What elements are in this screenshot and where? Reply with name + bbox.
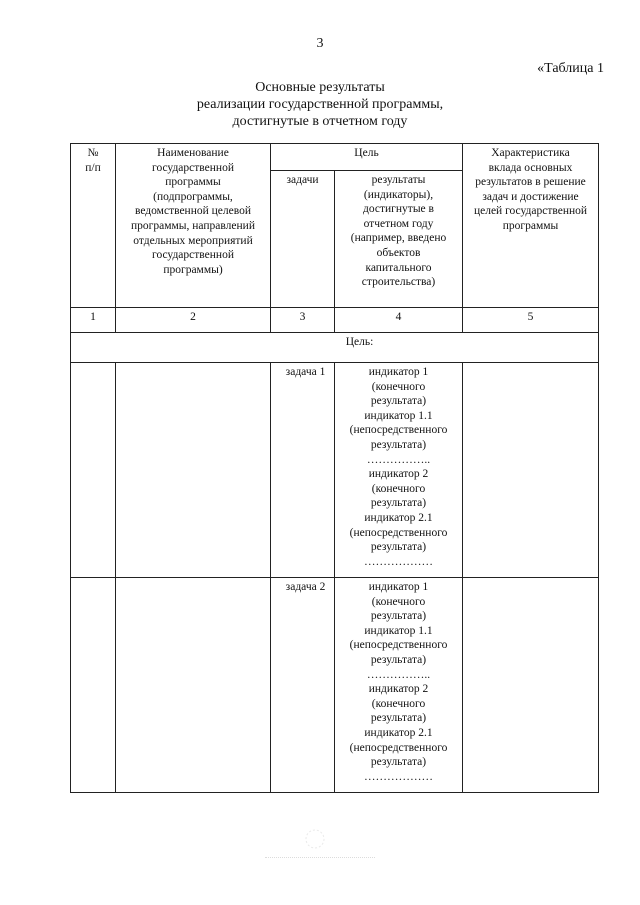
task-row xyxy=(71,363,599,578)
indicator-line: (непосредственного xyxy=(349,526,448,539)
header-tasks xyxy=(271,171,335,308)
header-line: вклада основных xyxy=(488,161,573,174)
goal-row xyxy=(71,333,599,363)
header-program-name xyxy=(116,144,271,308)
header-line: капитального xyxy=(365,261,432,274)
indicator-line: индикатор 2.1 xyxy=(364,726,433,739)
indicator-line: (конечного xyxy=(371,380,426,393)
indicator-line: результата) xyxy=(370,756,427,769)
header-line: результаты xyxy=(371,174,426,186)
indicator-line: (непосредственного xyxy=(349,639,448,652)
header-goal-group: Цель xyxy=(271,144,463,171)
indicator-line: ……………… xyxy=(364,555,433,568)
header-line: задачи xyxy=(286,174,319,186)
column-number-row xyxy=(71,308,599,333)
indicator-line: индикатор 1 xyxy=(368,366,429,378)
indicator-line: (конечного xyxy=(371,482,426,495)
empty-cell xyxy=(463,363,599,578)
column-number: 5 xyxy=(463,308,599,333)
task-row xyxy=(71,578,599,793)
indicator-line: результата) xyxy=(370,395,427,408)
indicator-line: (конечного xyxy=(371,595,426,608)
header-line: отдельных мероприятий xyxy=(133,234,253,247)
seal-watermark-icon xyxy=(300,828,330,850)
indicator-line: результата) xyxy=(370,712,427,725)
scan-artifact xyxy=(265,857,375,862)
empty-cell xyxy=(463,578,599,793)
indicator-line: индикатор 2 xyxy=(368,468,429,481)
header-line: Характеристика xyxy=(491,147,570,159)
header-line: № xyxy=(87,147,99,159)
indicator-line: …………….. xyxy=(366,668,431,681)
header-line: программы xyxy=(165,176,221,189)
header-line: (подпрограммы, xyxy=(153,190,233,203)
title-line: Основные результаты xyxy=(255,80,385,95)
column-number: 3 xyxy=(271,308,335,333)
header-line: объектов xyxy=(376,246,421,259)
indicator-line: (непосредственного xyxy=(349,424,448,437)
header-line: достигнутые в xyxy=(363,203,434,216)
empty-cell xyxy=(116,578,271,793)
indicator-line: индикатор 1.1 xyxy=(364,624,433,637)
column-number: 2 xyxy=(116,308,271,333)
indicator-line: результата) xyxy=(370,497,427,510)
header-line: отчетном году xyxy=(363,217,434,230)
task-label: задача 1 xyxy=(271,363,335,578)
task-indicators xyxy=(335,578,463,793)
header-number xyxy=(71,144,116,308)
table-label: «Таблица 1 xyxy=(537,61,604,76)
header-line: программы) xyxy=(163,263,223,276)
column-number: 1 xyxy=(71,308,116,333)
page-number: 3 xyxy=(316,36,324,51)
empty-cell xyxy=(71,578,116,793)
header-characteristic xyxy=(463,144,599,308)
indicator-line: результата) xyxy=(370,541,427,554)
indicator-line: результата) xyxy=(370,653,427,666)
indicator-line: индикатор 2 xyxy=(368,683,429,696)
empty-cell xyxy=(71,363,116,578)
indicator-line: результата) xyxy=(370,610,427,623)
header-line: (индикаторы), xyxy=(363,188,434,201)
header-line: программы xyxy=(502,219,559,232)
indicator-line: …………….. xyxy=(366,453,431,466)
header-line: п/п xyxy=(85,161,101,174)
title-line: достигнутые в отчетном году xyxy=(232,114,408,129)
header-line: государственной xyxy=(152,249,234,262)
header-line: результатов в решение xyxy=(475,176,586,189)
results-table xyxy=(70,143,599,793)
document-title xyxy=(0,79,640,130)
title-line: реализации государственной программы, xyxy=(196,97,444,112)
table-header-row xyxy=(71,144,599,171)
header-line: задач и достижение xyxy=(482,190,579,203)
header-line: строительства) xyxy=(361,276,436,289)
header-line: ведомственной целевой xyxy=(134,205,252,218)
header-results xyxy=(335,171,463,308)
task-label: задача 2 xyxy=(271,578,335,793)
indicator-line: результата) xyxy=(370,438,427,451)
column-number: 4 xyxy=(335,308,463,333)
header-line: государственной xyxy=(152,161,234,174)
goal-label: Цель: xyxy=(71,333,599,363)
header-line: (например, введено xyxy=(350,232,447,245)
indicator-line: (конечного xyxy=(371,697,426,710)
empty-cell xyxy=(116,363,271,578)
indicator-line: индикатор 1.1 xyxy=(364,409,433,422)
indicator-line: (непосредственного xyxy=(349,741,448,754)
indicator-line: индикатор 1 xyxy=(368,581,429,593)
header-line: Наименование xyxy=(157,147,229,159)
header-line: целей государственной xyxy=(473,205,588,218)
indicator-line: индикатор 2.1 xyxy=(364,511,433,524)
indicator-line: ……………… xyxy=(364,770,433,783)
header-line: программы, направлений xyxy=(131,219,255,232)
task-indicators xyxy=(335,363,463,578)
